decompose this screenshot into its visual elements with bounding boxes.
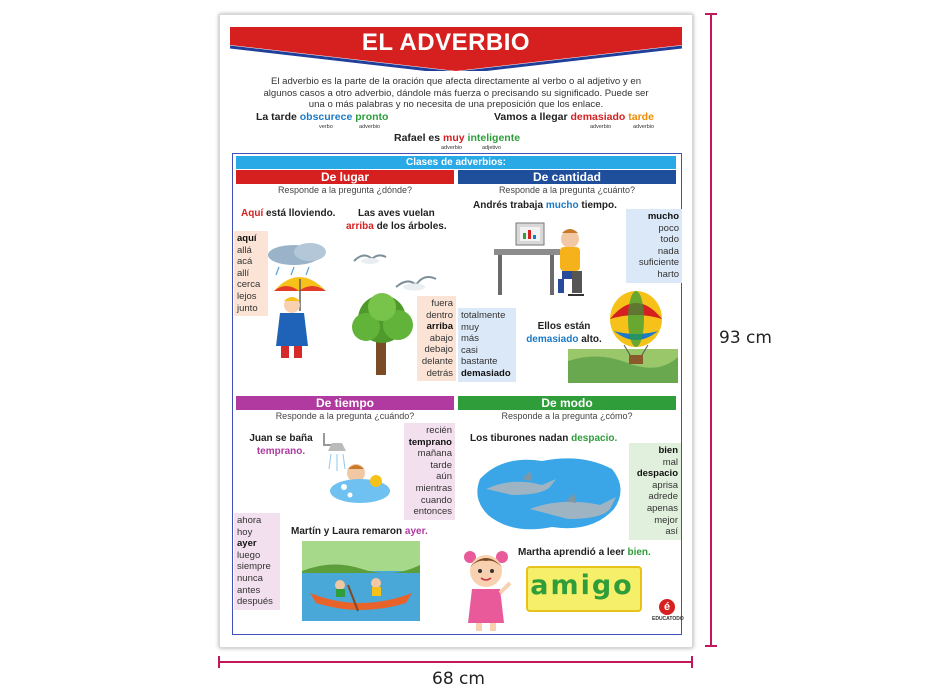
modo-word: despacio xyxy=(636,468,678,480)
example-1-verb-label: verbo xyxy=(319,124,333,130)
modo-word: mejor xyxy=(654,514,678,526)
lugar-sentence-2 xyxy=(346,207,456,233)
lugar-word: acá xyxy=(237,256,253,268)
tiempo-word: después xyxy=(237,596,273,608)
tiempo-word: hoy xyxy=(237,526,253,538)
example-3-prefix: Rafael es xyxy=(394,132,444,144)
lugar-word: junto xyxy=(237,302,258,314)
question-como: Responde a la pregunta ¿cómo? xyxy=(501,411,633,421)
modo-sentence-2-prefix: Martha aprendió a leer xyxy=(518,547,628,558)
lugar-word: arriba xyxy=(426,321,453,333)
heading-de-tiempo: De tiempo xyxy=(236,396,454,410)
tiempo-word-list-right xyxy=(404,423,455,520)
publisher-name: EDUCATODO xyxy=(652,616,684,622)
poster-title: EL ADVERBIO xyxy=(361,29,531,56)
tiempo-word: aún xyxy=(436,471,452,483)
sharks-illustration xyxy=(472,449,632,535)
tiempo-word: mientras xyxy=(415,482,452,494)
cantidad-word: demasiado xyxy=(461,367,511,379)
cantidad-word: harto xyxy=(657,268,679,280)
cantidad-word: suficiente xyxy=(638,257,679,269)
heading-de-cantidad: De cantidad xyxy=(458,170,676,184)
lugar-sentence-1-rest: está lloviendo. xyxy=(263,208,336,219)
modo-sentence-1-adverb: despacio. xyxy=(571,433,618,444)
example-3 xyxy=(394,132,520,144)
publisher-logo xyxy=(652,599,682,629)
example-3-adjective-label: adjetivo xyxy=(482,145,501,151)
lugar-word: dentro xyxy=(426,309,453,321)
tiempo-word: ahora xyxy=(237,515,262,526)
rain-child-illustration xyxy=(264,241,334,366)
canoe-illustration xyxy=(302,541,420,621)
modo-sentence-2 xyxy=(518,546,651,559)
classes-band: Clases de adverbios: xyxy=(236,156,676,169)
cantidad-word: nada xyxy=(657,245,679,257)
tiempo-word: ayer xyxy=(237,538,257,550)
lugar-word-list-right xyxy=(417,296,456,381)
cantidad-word: casi xyxy=(461,344,478,356)
lugar-sentence-1-adverb: Aquí xyxy=(241,208,264,219)
cantidad-word-list-right xyxy=(626,209,682,283)
publisher-logo-icon: é xyxy=(659,599,675,615)
tiempo-sentence-2 xyxy=(291,525,428,538)
example-2 xyxy=(494,111,654,123)
modo-word: adrede xyxy=(648,491,678,503)
modo-word: así xyxy=(665,526,678,538)
tiempo-word: luego xyxy=(237,549,261,561)
cantidad-sentence-1 xyxy=(473,199,617,212)
tiempo-word: mañana xyxy=(417,448,452,460)
lugar-word: allí xyxy=(237,267,250,279)
lugar-sentence-2-prefix: Las aves vuelan xyxy=(358,208,435,219)
lugar-word: aquí xyxy=(237,233,257,244)
lugar-word: delante xyxy=(421,355,453,367)
cantidad-sentence-2-prefix: Ellos están xyxy=(537,321,591,332)
width-dimension-cap-right xyxy=(691,656,693,668)
lugar-word-list-left xyxy=(234,231,268,316)
modo-word: aprisa xyxy=(652,479,678,491)
tiempo-word: siempre xyxy=(237,561,271,573)
cantidad-word-list-left xyxy=(458,308,516,382)
tiempo-sentence-1 xyxy=(246,432,316,458)
tiempo-word: recién xyxy=(426,425,452,436)
adverb-poster xyxy=(219,14,693,648)
example-2-adverb: demasiado xyxy=(570,111,626,123)
tiempo-word: temprano xyxy=(408,436,452,448)
height-dimension-line xyxy=(710,14,712,646)
tiempo-word: nunca xyxy=(237,572,263,584)
example-2-adverb-label: adverbio xyxy=(590,124,612,130)
example-1-prefix: La tarde xyxy=(256,111,300,123)
tiempo-sentence-2-adverb: ayer. xyxy=(404,526,428,537)
hot-air-balloon-illustration xyxy=(568,291,678,383)
girl-reading-illustration xyxy=(460,547,512,633)
cantidad-word: muy xyxy=(461,321,479,333)
question-cuando: Responde a la pregunta ¿cuándo? xyxy=(275,411,415,421)
cantidad-word: mucho xyxy=(647,211,679,222)
lugar-word: allá xyxy=(237,244,252,256)
amigo-word: amigo xyxy=(530,570,634,601)
example-2-prefix: Vamos a llegar xyxy=(494,111,571,123)
tiempo-sentence-1-prefix: Juan se baña xyxy=(249,433,313,444)
question-cuanto: Responde a la pregunta ¿cuánto? xyxy=(498,185,636,195)
cantidad-word: bastante xyxy=(461,356,498,368)
height-dimension-cap-top xyxy=(705,13,717,15)
computer-worker-illustration xyxy=(492,215,592,299)
tiempo-word: entonces xyxy=(413,506,452,518)
cantidad-word: más xyxy=(461,333,479,345)
height-dimension-label: 93 cm xyxy=(719,328,772,348)
tiempo-word: tarde xyxy=(430,459,452,471)
cantidad-sentence-2-adverb: demasiado xyxy=(526,334,579,345)
lugar-word: abajo xyxy=(429,332,453,344)
example-2-adjective-label: adverbio xyxy=(633,124,655,130)
question-donde: Responde a la pregunta ¿dónde? xyxy=(277,185,413,195)
lugar-word: fuera xyxy=(431,298,453,309)
width-dimension-cap-left xyxy=(218,656,220,668)
height-dimension-cap-bottom xyxy=(705,645,717,647)
modo-sentence-1-prefix: Los tiburones nadan xyxy=(470,433,572,444)
lugar-sentence-1 xyxy=(241,207,335,220)
shower-boy-illustration xyxy=(316,429,398,509)
lugar-sentence-2-rest: de los árboles. xyxy=(373,221,447,232)
example-1 xyxy=(256,111,388,123)
flying-birds-illustration xyxy=(350,247,450,297)
cantidad-sentence-1-prefix: Andrés trabaja xyxy=(473,200,546,211)
lugar-word: debajo xyxy=(424,344,453,356)
width-dimension-line xyxy=(219,661,692,663)
tiempo-word: antes xyxy=(237,584,261,596)
cantidad-sentence-2-rest: alto. xyxy=(578,334,602,345)
modo-sentence-1 xyxy=(470,432,617,445)
lugar-word: detrás xyxy=(426,367,453,379)
heading-de-modo: De modo xyxy=(458,396,676,410)
cantidad-word: todo xyxy=(660,234,679,246)
modo-word: apenas xyxy=(646,502,678,514)
tiempo-sentence-1-adverb: temprano. xyxy=(256,446,306,457)
example-3-adjective: inteligente xyxy=(464,132,521,144)
heading-de-lugar: De lugar xyxy=(236,170,454,184)
tiempo-word-list-left xyxy=(234,513,280,610)
example-1-verb: obscurece xyxy=(299,111,353,123)
modo-sentence-2-adverb: bien. xyxy=(627,547,651,558)
cantidad-sentence-1-adverb: mucho xyxy=(545,200,579,211)
example-1-adverb-label: adverbio xyxy=(359,124,381,130)
tree-illustration xyxy=(342,291,422,377)
lugar-word: lejos xyxy=(237,290,257,302)
width-dimension-label: 68 cm xyxy=(432,669,485,689)
tiempo-sentence-2-prefix: Martín y Laura remaron xyxy=(291,526,405,537)
cantidad-sentence-1-rest: tiempo. xyxy=(578,200,617,211)
example-3-adverb: muy xyxy=(443,132,465,144)
cantidad-word: totalmente xyxy=(461,310,506,321)
example-3-adverb-label: adverbio xyxy=(441,145,463,151)
cantidad-word: poco xyxy=(658,222,679,234)
classes-frame xyxy=(232,153,682,635)
modo-word: bien xyxy=(658,445,678,456)
intro-paragraph: El adverbio es la parte de la oración que afecta directamente al verbo o al adjetivo y en algunos casos a otro adverbio, dándole más fuerza o precisando su significado. Puede ser una o más palabras y no necesita de una preposición que los enlace. xyxy=(263,76,649,110)
tiempo-word: cuando xyxy=(420,494,452,506)
modo-word-list-right xyxy=(629,443,681,540)
lugar-sentence-2-adverb: arriba xyxy=(346,221,374,232)
example-1-adverb: pronto xyxy=(352,111,389,123)
lugar-word: cerca xyxy=(237,279,261,291)
example-2-adjective: tarde xyxy=(625,111,654,123)
modo-word: mal xyxy=(662,456,678,468)
